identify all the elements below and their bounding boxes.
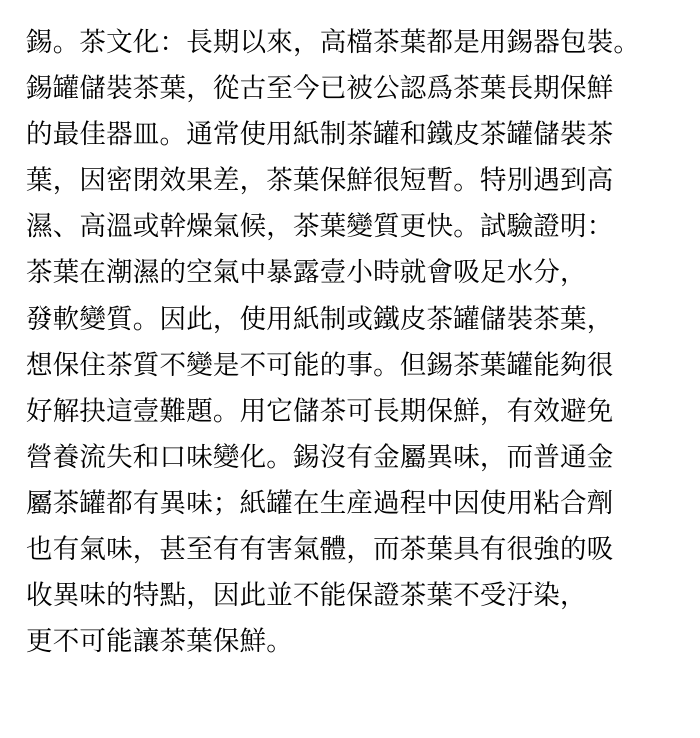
text-line-13: 收異味的特點，因此並不能保證茶葉不受汙染，	[26, 580, 587, 612]
text-line-3: 的最佳器皿。通常使用紙制茶罐和鐵皮茶罐儲裝茶	[26, 119, 614, 151]
text-line-6: 茶葉在潮濕的空氣中暴露壹小時就會吸足水分，	[26, 257, 587, 289]
text-line-11: 屬茶罐都有異味；紙罐在生産過程中因使用粘合劑	[26, 487, 614, 519]
text-line-7: 發軟變質。因此，使用紙制或鐵皮茶罐儲裝茶葉，	[26, 303, 614, 335]
text-line-1: 錫。茶文化：長期以來，高檔茶葉都是用錫器包裝。	[26, 27, 641, 58]
text-line-5: 濕、高溫或幹燥氣候，茶葉變質更快。試驗證明：	[26, 211, 614, 243]
document-body	[26, 28, 696, 673]
text-line-12: 也有氣味，甚至有有害氣體，而茶葉具有很強的吸	[26, 534, 614, 566]
text-line-4: 葉，因密閉效果差，茶葉保鮮很短暫。特別遇到高	[26, 165, 614, 197]
text-line-2: 錫罐儲裝茶葉，從古至今已被公認爲茶葉長期保鮮	[26, 73, 614, 105]
text-line-14: 更不可能讓茶葉保鮮。	[26, 626, 293, 658]
text-line-8: 想保住茶質不變是不可能的事。但錫茶葉罐能夠很	[26, 349, 614, 381]
text-line-10: 營養流失和口味變化。錫沒有金屬異味，而普通金	[26, 441, 614, 473]
text-line-9: 好解抉這壹難題。用它儲茶可長期保鮮，有效避免	[26, 395, 614, 427]
